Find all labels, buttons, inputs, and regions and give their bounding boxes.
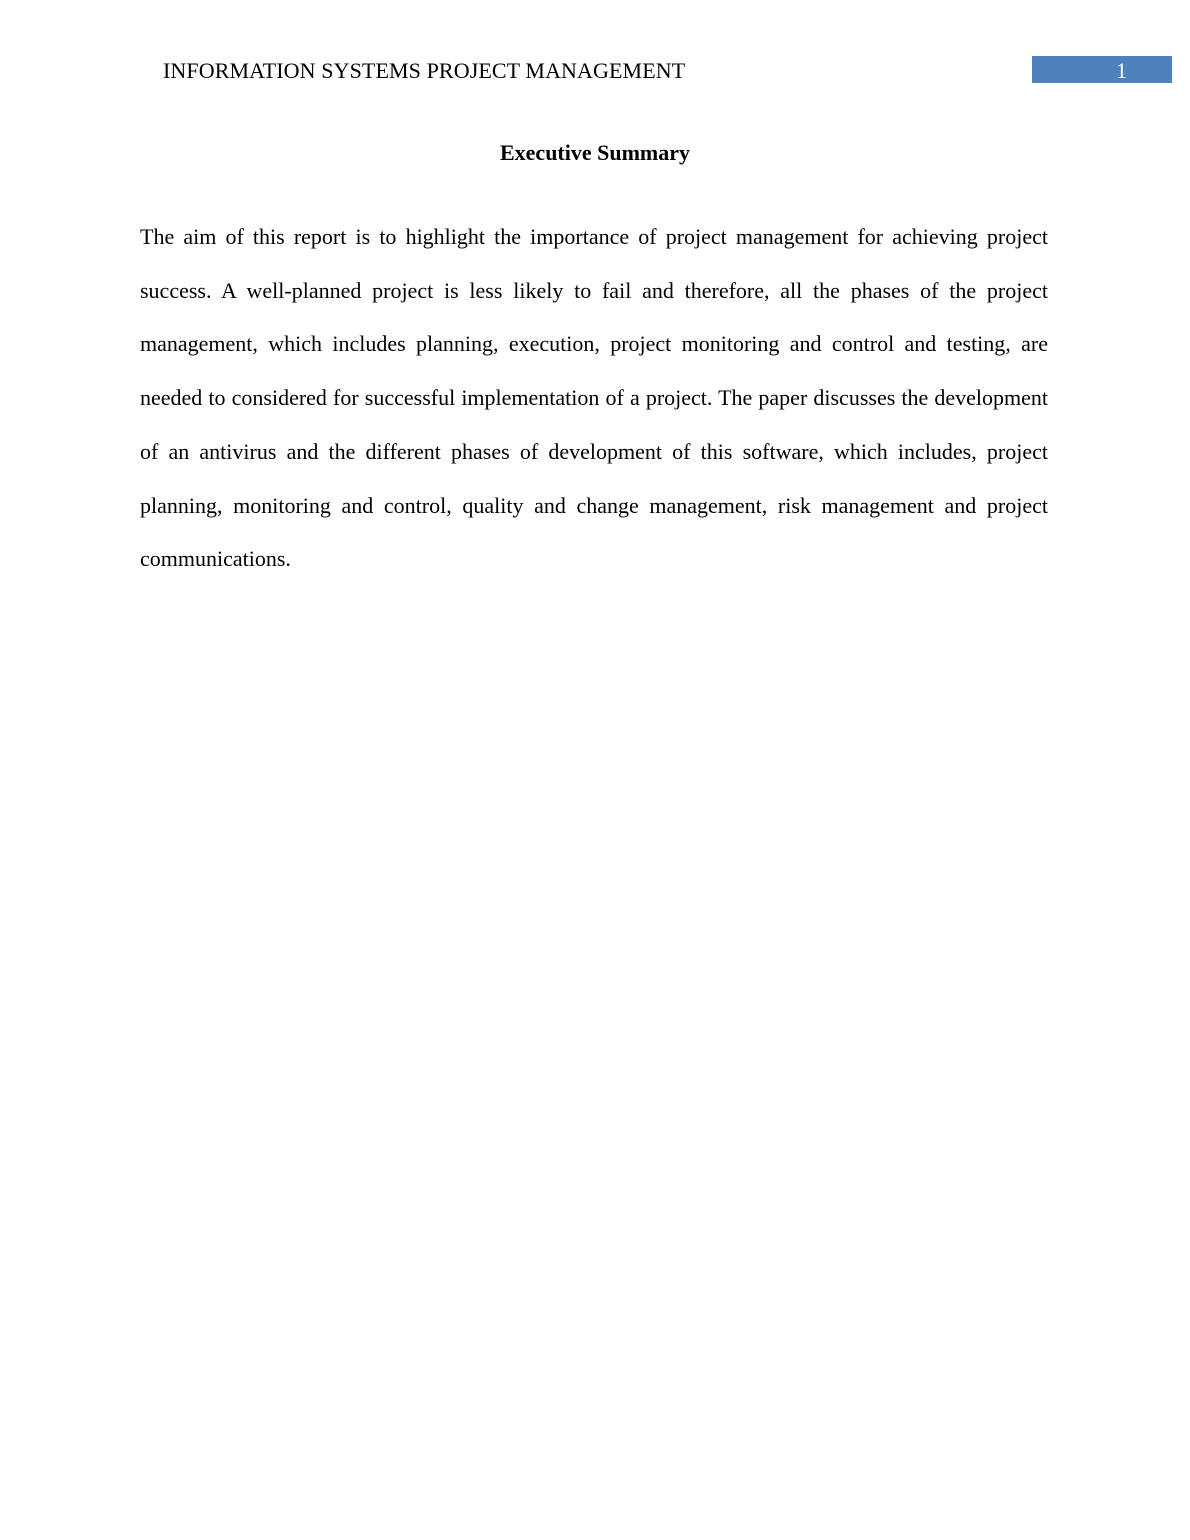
page-number: 1 xyxy=(1116,58,1127,83)
running-head-title: INFORMATION SYSTEMS PROJECT MANAGEMENT xyxy=(163,58,686,83)
section-heading: Executive Summary xyxy=(499,140,691,165)
page-number-box xyxy=(1032,56,1172,83)
executive-summary-paragraph: The aim of this report is to highlight the importance of project management for achieving project success. A well-planned project is less likely to fail and therefore, all the phases of the project management, which includes planning, execution, project monitoring and control and testing, are needed to considered for successful implementation of a project. The paper discusses the development of an antivirus and the different phases of development of this software, which includes, project planning, monitoring and control, quality and change management, risk management and project communications. xyxy=(140,224,1048,572)
